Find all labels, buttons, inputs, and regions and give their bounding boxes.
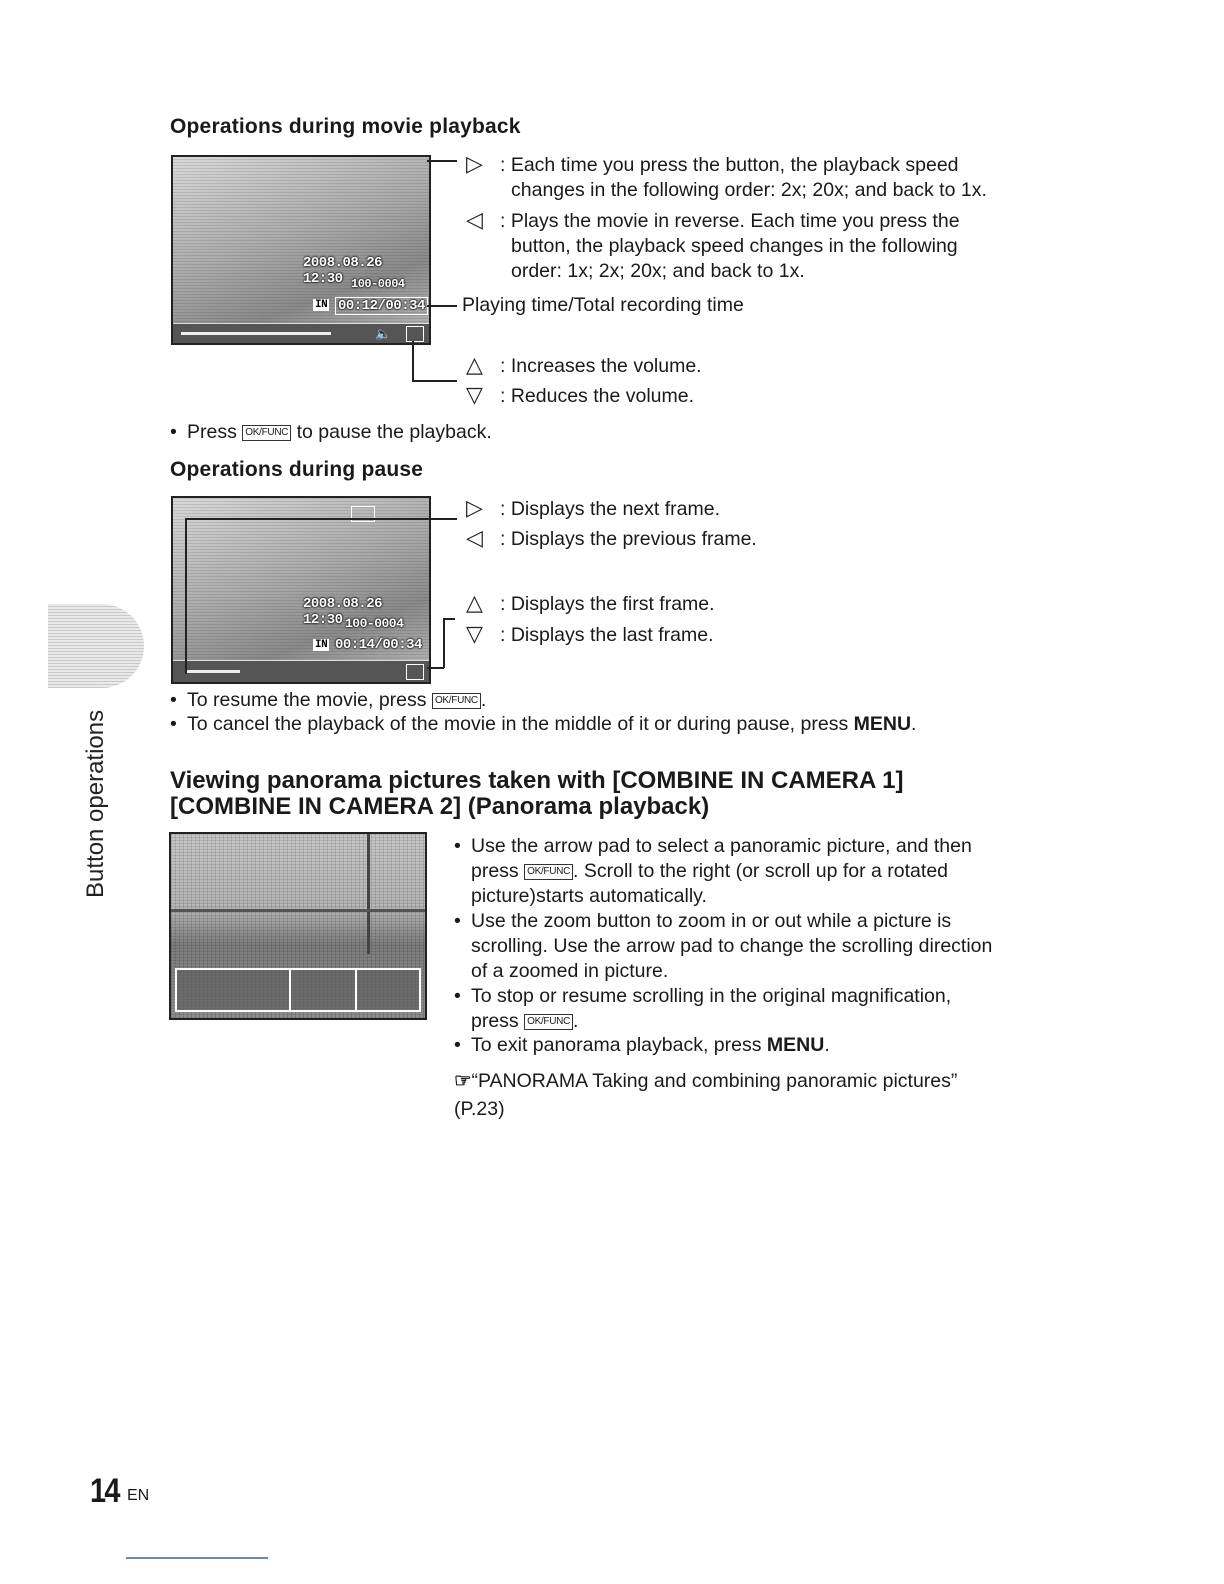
leader-line (443, 618, 445, 668)
volume-icon: 🔈 (375, 326, 392, 341)
screen-control-bar (173, 323, 429, 344)
right-arrow-icon: ▷ (466, 495, 483, 520)
navigator-window (289, 970, 357, 1010)
press-pause-pre: Press (187, 421, 237, 443)
panorama-heading-line-1: Viewing panorama pictures taken with [COMBINE IN CAMERA 1] (170, 767, 904, 794)
page-language: EN (127, 1487, 150, 1504)
pause-screen (171, 496, 431, 684)
ok-func-key-icon: OK/FUNC (242, 425, 291, 441)
pano-b4-pre: To exit panorama playback, press (471, 1034, 762, 1056)
resume-pre: To resume the movie, press (187, 689, 427, 711)
pano-b4-post: . (824, 1034, 830, 1056)
ok-func-key-icon: OK/FUNC (432, 693, 481, 709)
pano-bullet-4 (471, 1033, 830, 1058)
cancel-post: . (911, 713, 917, 735)
playing-time-label: Playing time/Total recording time (462, 294, 744, 316)
movie-up-desc: : Increases the volume. (500, 355, 702, 377)
leader-line (427, 667, 444, 669)
resume-note (187, 688, 486, 713)
pano-b1-line2 (471, 859, 972, 884)
pano-bullet-3 (471, 984, 951, 1034)
page-number: 14 (90, 1472, 119, 1510)
screen-progress-track (185, 670, 240, 673)
leader-line (427, 160, 457, 162)
reference-page: (P.23) (454, 1098, 505, 1120)
movie-down-desc: : Reduces the volume. (500, 385, 695, 407)
pano-b2-line1: • Use the zoom button to zoom in or out while a picture is (471, 910, 952, 932)
left-arrow-icon: ◁ (466, 525, 483, 550)
pano-b3-line1: • To stop or resume scrolling in the original magnification, (471, 985, 952, 1007)
panorama-screen (169, 832, 427, 1020)
movie-right-desc: : Each time you press the button, the playback speed (500, 154, 959, 176)
right-arrow-icon: ▷ (466, 151, 483, 176)
menu-icon (406, 664, 424, 680)
pano-b3-line2 (471, 1009, 951, 1034)
leader-line (443, 618, 455, 620)
movie-left-desc: : Plays the movie in reverse. Each time you press the (500, 210, 960, 232)
reference-icon: ☞ (454, 1070, 472, 1092)
screen-memory-badge: IN (315, 299, 328, 311)
down-arrow-icon: ▽ (466, 382, 483, 407)
press-pause-post: to pause the playback. (296, 421, 492, 443)
menu-key-label: MENU (853, 713, 912, 735)
menu-icon (406, 326, 424, 342)
leader-line (427, 305, 457, 307)
footer-rule (126, 1557, 268, 1559)
movie-left-desc-cont: button, the playback speed changes in the following (511, 235, 958, 257)
pause-left-desc: : Displays the previous frame. (500, 528, 757, 550)
pause-right-desc: : Displays the next frame. (500, 498, 721, 520)
screen-date: 2008.08.26 12:30 (303, 596, 383, 628)
pano-b2-line2: scrolling. Use the arrow pad to change the scrolling direction (471, 935, 993, 957)
leader-line (412, 380, 457, 382)
panorama-heading-line-2: [COMBINE IN CAMERA 2] (Panorama playback) (170, 793, 710, 820)
pano-b3-pre: press (471, 1010, 519, 1032)
pano-b3-post: . (573, 1010, 579, 1032)
pano-b1-line1: • Use the arrow pad to select a panoramic picture, and then (471, 835, 972, 857)
up-arrow-icon: △ (466, 590, 483, 615)
screen-memory-badge: IN (315, 639, 328, 651)
leader-line (185, 518, 457, 520)
pause-indicator-icon (351, 506, 375, 522)
menu-key-label: MENU (766, 1034, 825, 1056)
screen-control-bar (173, 660, 429, 683)
pause-down-desc: : Displays the last frame. (500, 624, 714, 646)
movie-right-desc-cont: changes in the following order: 2x; 20x; and back to 1x. (511, 179, 987, 201)
leader-line (412, 341, 414, 381)
pano-b2-line3: of a zoomed in picture. (471, 960, 669, 982)
movie-left-desc-cont: order: 1x; 2x; 20x; and back to 1x. (511, 260, 805, 282)
left-arrow-icon: ◁ (466, 207, 483, 232)
bridge-tower (367, 834, 370, 954)
section-tab-marker (48, 604, 144, 688)
side-section-label: Button operations (82, 709, 109, 898)
pano-bullet-2 (471, 909, 992, 984)
screen-file-number: 100-0004 (351, 277, 405, 291)
down-arrow-icon: ▽ (466, 621, 483, 646)
screen-time: 00:14/00:34 (335, 637, 422, 653)
pano-b1-pre: press (471, 860, 519, 882)
pano-bullet-1 (471, 834, 972, 909)
screen-date: 2008.08.26 12:30 (303, 255, 383, 287)
pano-b1-line3: picture)starts automatically. (471, 885, 707, 907)
bridge-deck (171, 909, 425, 912)
up-arrow-icon: △ (466, 352, 483, 377)
movie-playback-heading: Operations during movie playback (170, 115, 521, 138)
screen-progress-track (181, 332, 331, 335)
screen-file-number: 100-0004 (345, 616, 404, 631)
press-pause-note (187, 420, 492, 445)
reference-text: “PANORAMA Taking and combining panoramic pictures” (471, 1070, 958, 1092)
screen-time: 00:12/00:34 (335, 297, 428, 315)
movie-playback-screen (171, 155, 431, 345)
pause-heading: Operations during pause (170, 458, 424, 481)
resume-post: . (480, 689, 487, 711)
pano-b1-post: . Scroll to the right (or scroll up for a rotated (573, 860, 949, 882)
panorama-heading (170, 768, 903, 820)
panorama-reference (454, 1069, 957, 1094)
ok-func-key-icon: OK/FUNC (524, 1014, 573, 1030)
cancel-note (187, 712, 916, 737)
panorama-navigator (175, 968, 421, 1012)
leader-line (185, 518, 187, 674)
ok-func-key-icon: OK/FUNC (524, 864, 573, 880)
cancel-pre: To cancel the playback of the movie in the middle of it or during pause, press (187, 713, 849, 735)
pause-up-desc: : Displays the first frame. (500, 593, 715, 615)
